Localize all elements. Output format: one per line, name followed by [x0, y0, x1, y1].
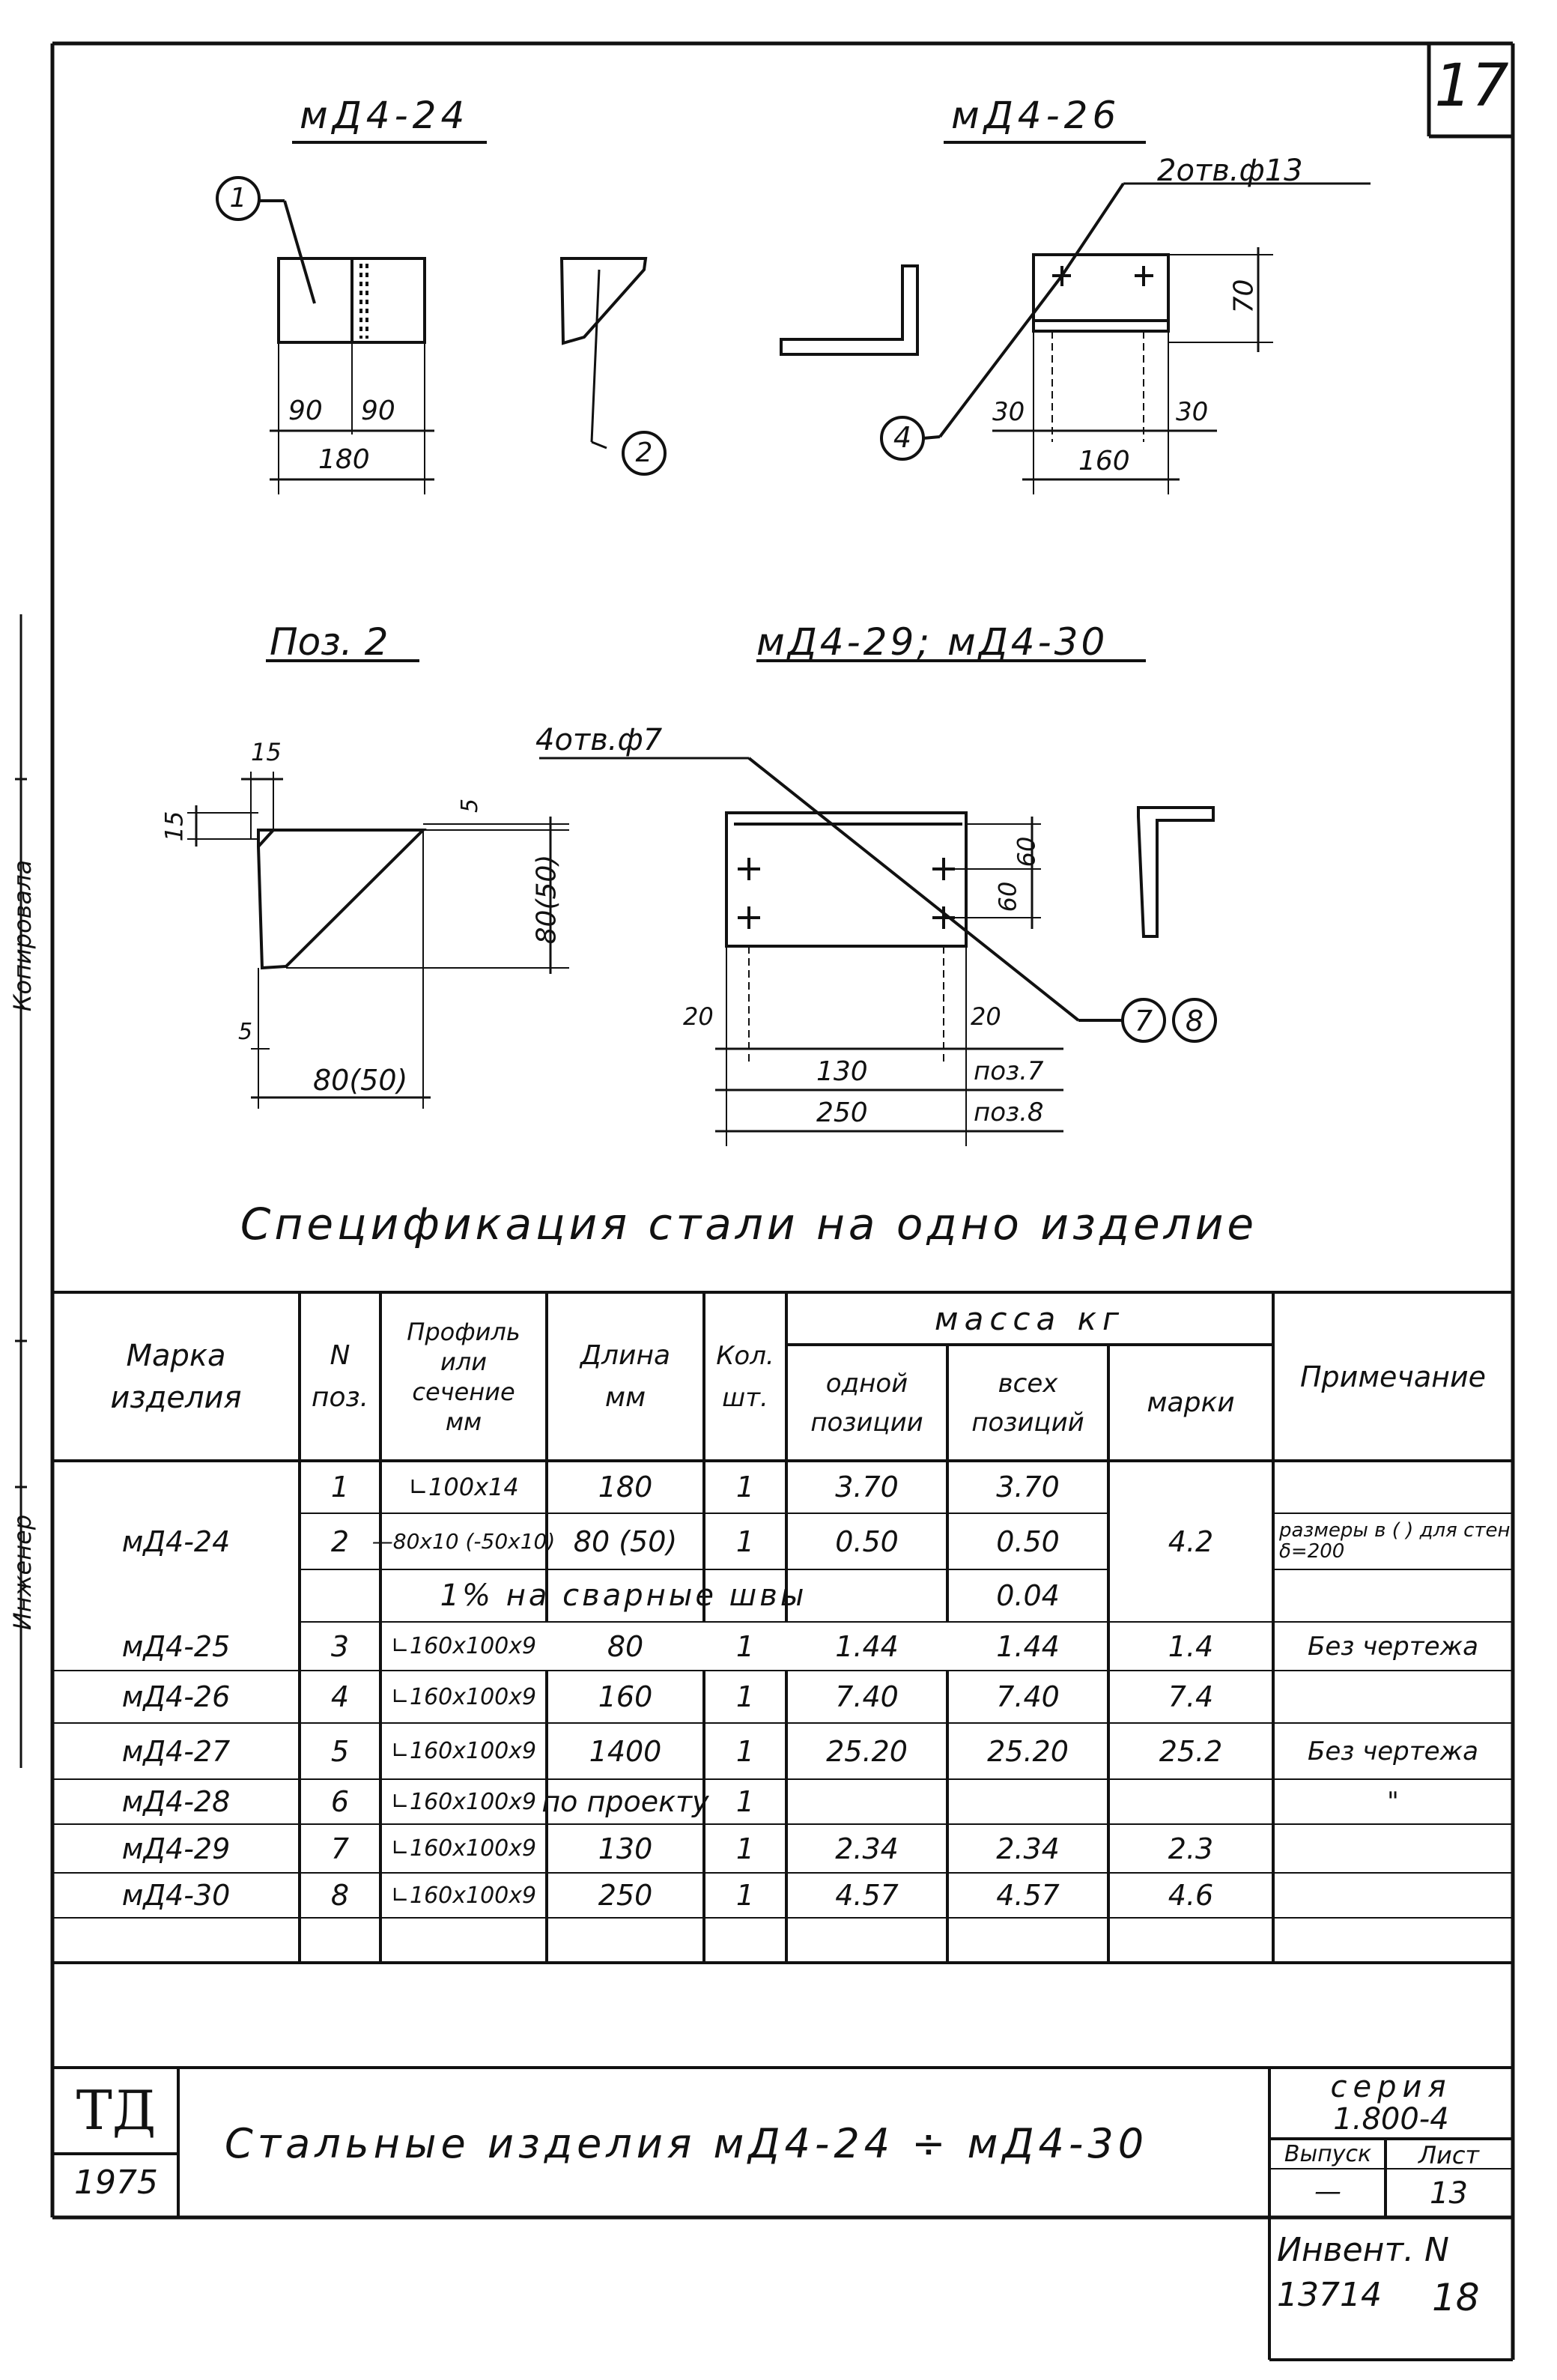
header-note: Примечание — [1299, 1360, 1487, 1393]
row6-pos: 6 — [330, 1785, 350, 1818]
row4-mass-mark: 7.4 — [1168, 1680, 1214, 1713]
poz2-title: Поз. 2 — [270, 620, 389, 664]
row7-mass-one: 2.34 — [835, 1832, 899, 1865]
md29-30-holes-note: 4отв.ф7 — [535, 723, 663, 757]
row3-mass-one: 1.44 — [835, 1629, 899, 1663]
row3-mark: мД4-25 — [121, 1629, 231, 1663]
row7-pos: 7 — [330, 1832, 350, 1865]
row8-profile: ∟160x100x9 — [390, 1882, 537, 1909]
header-pos: N поз. — [311, 1339, 369, 1413]
row3-note: Без чертежа — [1308, 1631, 1478, 1662]
row4-mass-one: 7.40 — [835, 1680, 899, 1713]
row6-note: " — [1387, 1787, 1399, 1817]
md29-30-label-poz7: поз.7 — [974, 1056, 1044, 1086]
row8-mass-one: 4.57 — [835, 1879, 899, 1912]
header-mark: Марка изделия — [110, 1338, 242, 1415]
side-label-copied: Копировала — [8, 859, 37, 1012]
row6-qty: 1 — [735, 1785, 755, 1818]
row4-profile: ∟160x100x9 — [390, 1683, 537, 1710]
row7-mass-mark: 2.3 — [1168, 1832, 1214, 1865]
row8-length: 250 — [598, 1879, 653, 1912]
header-mass: масса кг — [934, 1300, 1126, 1337]
row5-profile: ∟160x100x9 — [390, 1738, 537, 1764]
poz2-drawing — [187, 772, 569, 1109]
row8-pos: 8 — [330, 1879, 350, 1912]
poz2-dim-5-bottom: 5 — [238, 1019, 253, 1045]
md29-30-dim-60-b: 60 — [1012, 836, 1041, 867]
row8-mass-mark: 4.6 — [1168, 1879, 1214, 1912]
inventory-label: Инвент. N — [1277, 2231, 1449, 2269]
row1-qty: 1 — [735, 1471, 755, 1504]
row1-mass-all: 3.70 — [996, 1471, 1060, 1504]
row1-mass-one: 3.70 — [835, 1471, 899, 1504]
row4-mass-all: 7.40 — [996, 1680, 1060, 1713]
row5-mass-one: 25.20 — [826, 1734, 908, 1768]
org-logo: ТД — [76, 2079, 157, 2142]
row-md24-total: 4.2 — [1168, 1524, 1214, 1558]
md26-holes-note: 2отв.ф13 — [1157, 154, 1303, 188]
row5-qty: 1 — [735, 1734, 755, 1768]
row5-mass-mark: 25.2 — [1159, 1734, 1223, 1768]
poz2-dim-80-bottom: 80(50) — [313, 1064, 408, 1097]
header-length: Длина мм — [580, 1339, 671, 1413]
row8-qty: 1 — [735, 1879, 755, 1912]
md29-30-dim-20-left: 20 — [683, 1002, 714, 1031]
md24-dim-180: 180 — [318, 444, 370, 475]
md24-callout-2: 2 — [635, 437, 653, 468]
row7-mass-all: 2.34 — [996, 1832, 1060, 1865]
row5-pos: 5 — [330, 1734, 350, 1768]
row2-pos: 2 — [330, 1524, 350, 1558]
header-profile: Профиль или сечение мм — [407, 1317, 520, 1436]
row8-mark: мД4-30 — [121, 1879, 231, 1912]
md29-30-dim-130: 130 — [816, 1056, 868, 1087]
series-value: 1.800-4 — [1333, 2102, 1449, 2137]
row1-pos: 1 — [330, 1471, 350, 1504]
row2-qty: 1 — [735, 1524, 755, 1558]
md29-30-dim-60-a: 60 — [993, 881, 1022, 912]
md29-30-dim-20-right: 20 — [971, 1002, 1001, 1031]
row7-profile: ∟160x100x9 — [390, 1835, 537, 1862]
year: 1975 — [74, 2164, 158, 2202]
row1-length: 180 — [598, 1471, 653, 1504]
header-mass-all: всех позиций — [971, 1368, 1084, 1438]
md29-30-callout-7: 7 — [1134, 1005, 1153, 1038]
md26-dim-160: 160 — [1078, 446, 1130, 476]
md26-dim-70: 70 — [1228, 279, 1260, 314]
md24-drawing — [217, 145, 665, 494]
row6-mass-one — [786, 1779, 947, 1824]
md29-30-title: мД4-29; мД4-30 — [756, 620, 1108, 664]
weld-row-text: 1% на сварные швы — [440, 1578, 807, 1613]
row1-profile: ∟100x14 — [408, 1473, 519, 1501]
row8-note — [1273, 1873, 1513, 1918]
row7-mark: мД4-29 — [121, 1832, 231, 1865]
row6-length: по проекту — [541, 1785, 709, 1818]
side-label-engineer: Инженер — [8, 1514, 37, 1631]
row4-pos: 4 — [330, 1680, 350, 1713]
poz2-dim-15-side: 15 — [160, 811, 189, 842]
row3-length: 80 — [607, 1629, 644, 1663]
row3-profile: ∟160x100x9 — [390, 1633, 537, 1659]
row3-qty: 1 — [735, 1629, 755, 1663]
poz2-dim-15-top: 15 — [251, 738, 282, 766]
weld-row-mass: 0.04 — [996, 1579, 1060, 1612]
row8-mass-all: 4.57 — [996, 1879, 1060, 1912]
row3-mass-mark: 1.4 — [1168, 1629, 1214, 1663]
row6-mass-mark — [1108, 1779, 1273, 1824]
row5-note: Без чертежа — [1308, 1736, 1478, 1766]
row4-note — [1273, 1671, 1513, 1723]
issue-label: Выпуск — [1284, 2141, 1372, 2167]
sheet-value: 13 — [1430, 2176, 1468, 2211]
md24-callout-1: 1 — [229, 183, 247, 214]
header-mass-mark: марки — [1147, 1387, 1235, 1418]
md26-drawing — [781, 184, 1371, 494]
row5-mass-all: 25.20 — [987, 1734, 1069, 1768]
md26-title: мД4-26 — [951, 94, 1121, 137]
md29-30-callout-8: 8 — [1185, 1005, 1204, 1038]
row2-note: размеры в ( ) для стен δ=200 — [1279, 1519, 1511, 1563]
sheet-label: Лист — [1418, 2141, 1480, 2169]
header-qty: Кол. шт. — [716, 1340, 774, 1413]
md24-dim-90-left: 90 — [288, 396, 323, 426]
spec-title: Спецификация стали на одно изделие — [240, 1199, 1258, 1250]
poz2-dim-80-side: 80(50) — [531, 854, 562, 945]
row5-length: 1400 — [589, 1734, 662, 1768]
row3-mass-all: 1.44 — [996, 1629, 1060, 1663]
issue-value: — — [1314, 2176, 1341, 2207]
row2-mass-one: 0.50 — [835, 1524, 899, 1558]
md29-30-label-poz8: поз.8 — [974, 1097, 1044, 1127]
md29-30-drawing — [539, 758, 1215, 1146]
row5-mark: мД4-27 — [121, 1734, 231, 1768]
row6-profile: ∟160x100x9 — [390, 1788, 537, 1815]
row-md24-mark: мД4-24 — [121, 1524, 231, 1558]
inventory-value: 13714 — [1277, 2276, 1382, 2314]
md29-30-dim-250: 250 — [816, 1097, 868, 1128]
row4-mark: мД4-26 — [121, 1680, 231, 1713]
md26-callout-4: 4 — [893, 421, 912, 454]
row4-qty: 1 — [735, 1680, 755, 1713]
header-mass-one: одной позиции — [810, 1368, 923, 1438]
row2-profile: —80x10 (-50x10) — [371, 1529, 556, 1554]
row7-qty: 1 — [735, 1832, 755, 1865]
inventory-sheet: 18 — [1432, 2276, 1480, 2319]
md24-dim-90-right: 90 — [361, 396, 395, 426]
md26-dim-30-right: 30 — [1176, 397, 1209, 427]
row3-pos: 3 — [330, 1629, 350, 1663]
row4-length: 160 — [598, 1680, 653, 1713]
document-name: Стальные изделия мД4-24 ÷ мД4-30 — [225, 2120, 1149, 2167]
row2-mass-all: 0.50 — [996, 1524, 1060, 1558]
row7-note — [1273, 1824, 1513, 1873]
row7-length: 130 — [598, 1832, 653, 1865]
poz2-dim-5-top: 5 — [457, 798, 484, 814]
md26-dim-30-left: 30 — [992, 397, 1025, 427]
sheet-number: 17 — [1434, 52, 1509, 120]
md24-title: мД4-24 — [300, 94, 470, 137]
row6-mass-all — [947, 1779, 1108, 1824]
row6-mark: мД4-28 — [121, 1785, 231, 1818]
row2-length: 80 (50) — [573, 1524, 678, 1558]
series-label: серия — [1330, 2070, 1452, 2104]
